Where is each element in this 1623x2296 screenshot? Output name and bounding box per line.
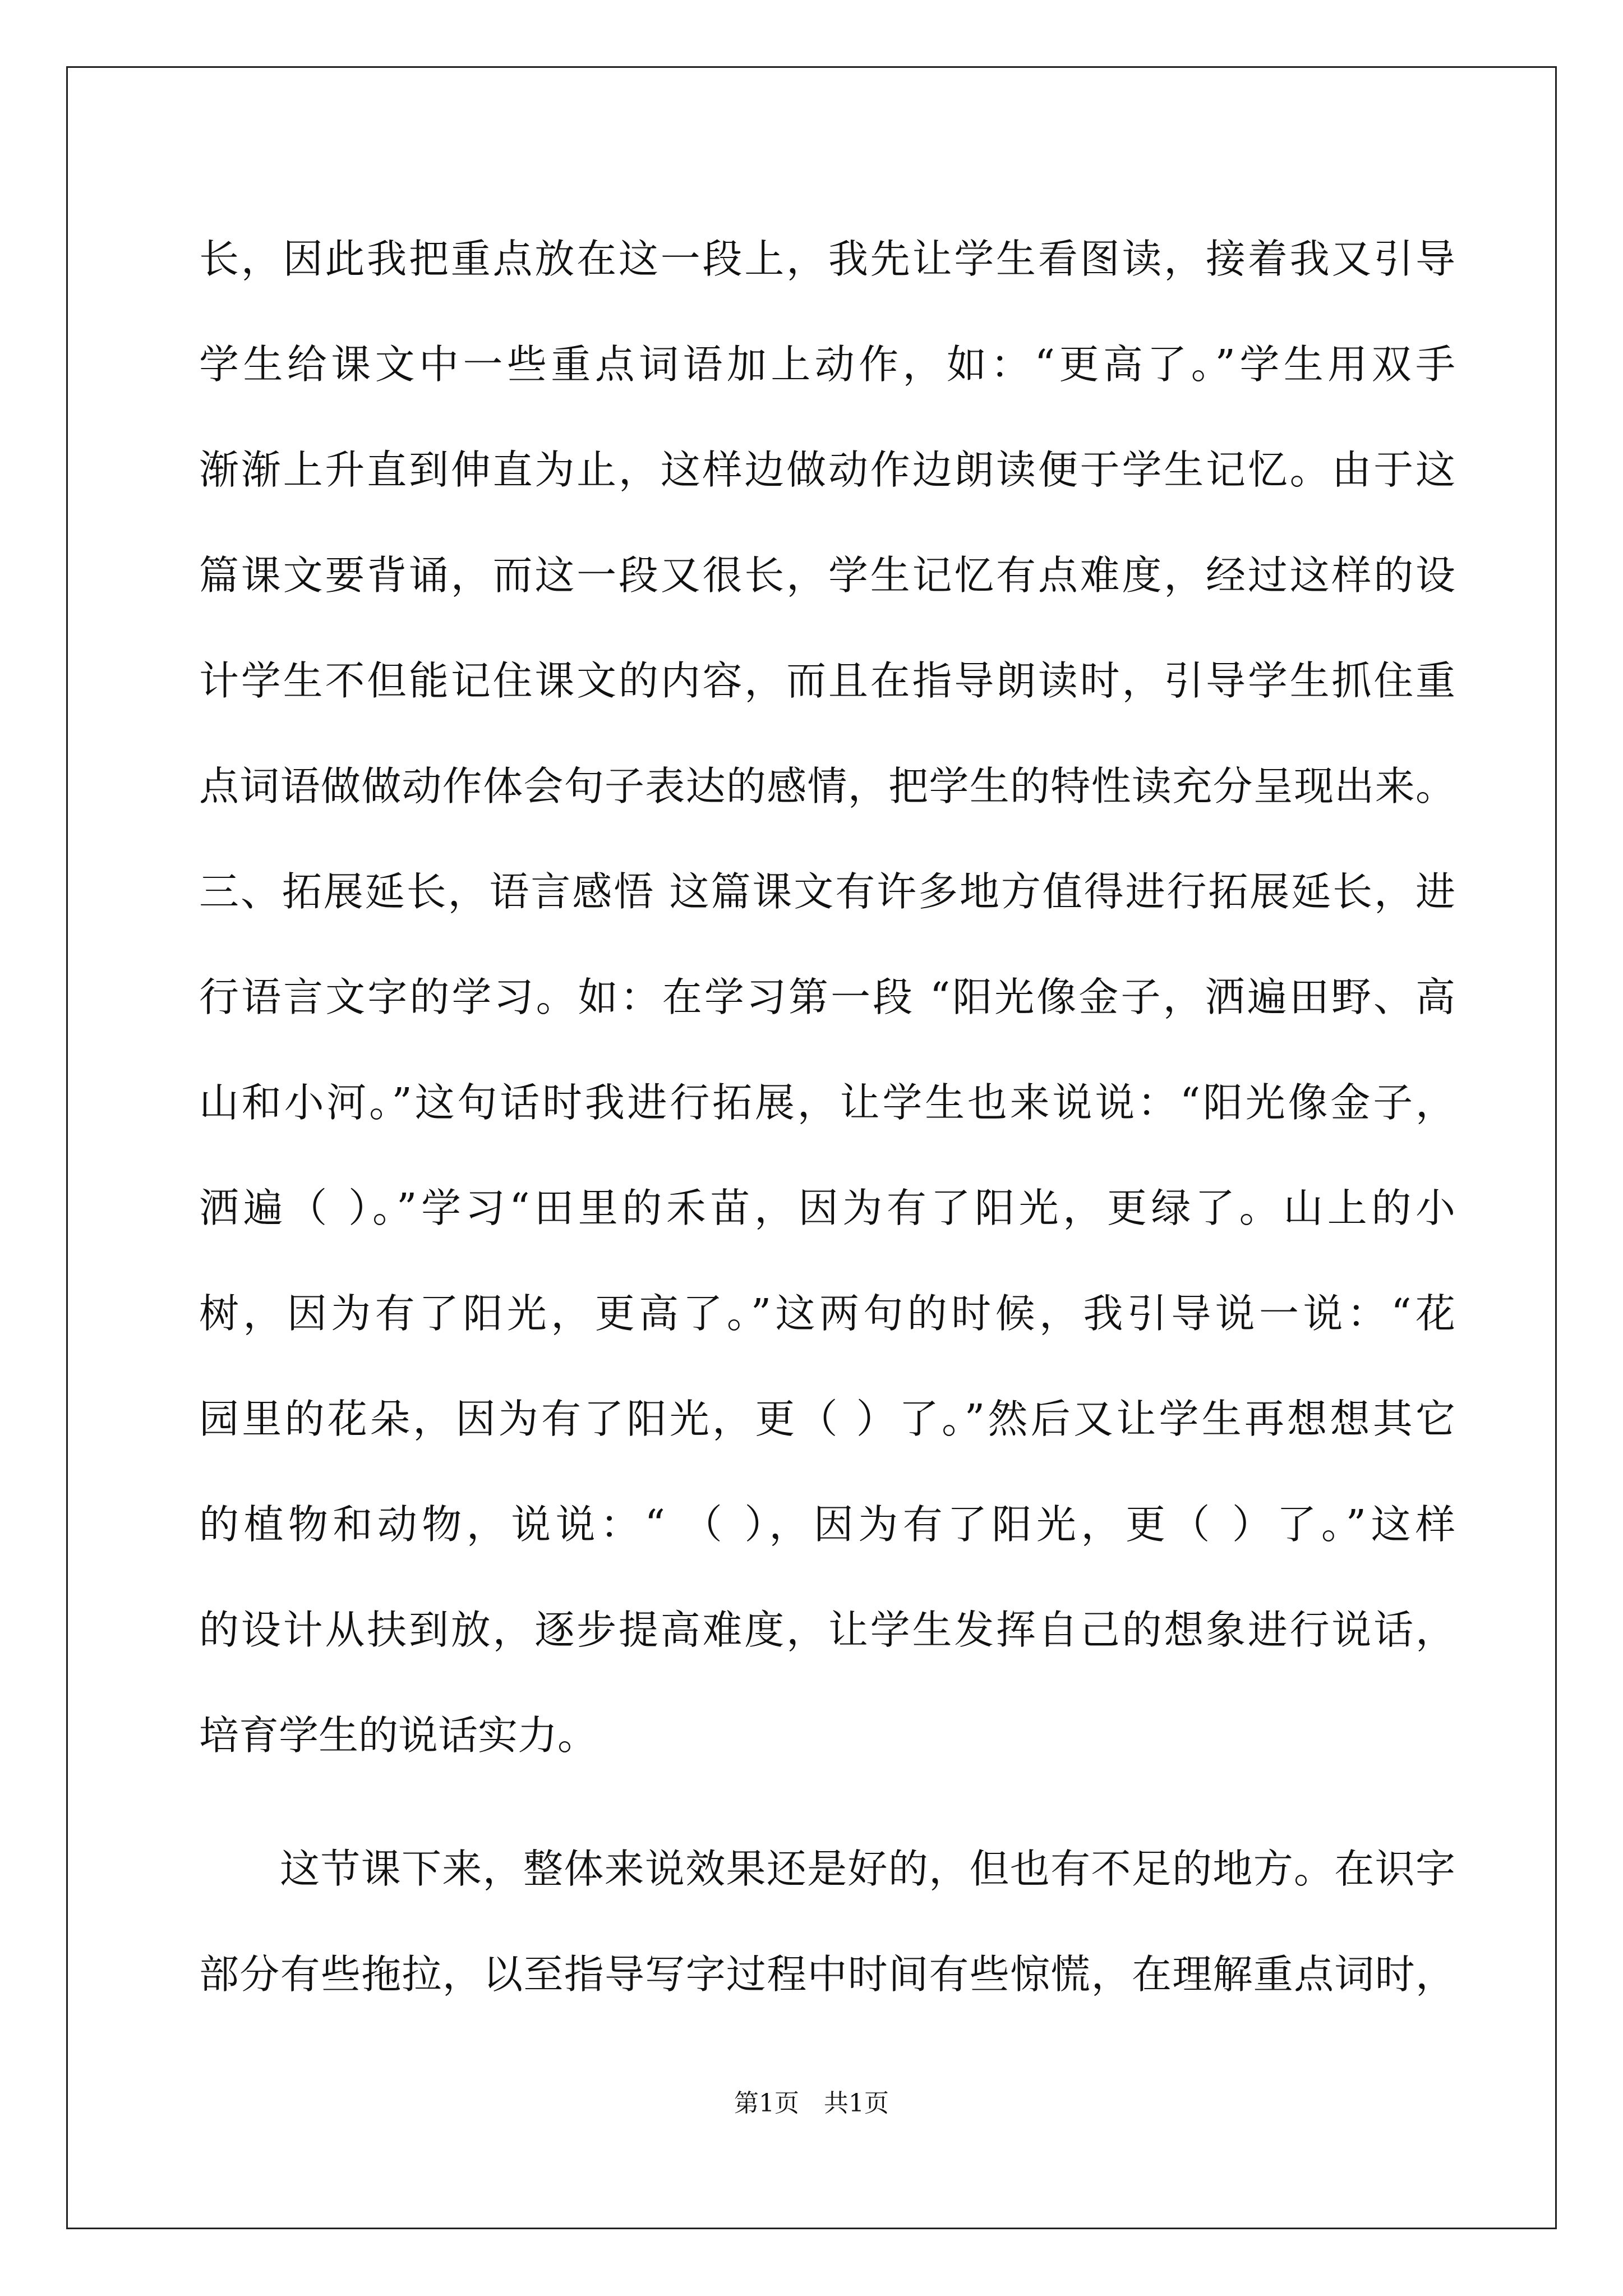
text-line: 点词语做做动作体会句子表达的感情，把学生的特性读充分呈现出来。 — [199, 763, 1455, 809]
text-line: 洒遍（ ）。”学习“田里的禾苗，因为有了阳光，更绿了。山上的小 — [199, 1185, 1455, 1231]
text-line: 渐渐上升直到伸直为止，这样边做动作边朗读便于学生记忆。由于这 — [199, 447, 1455, 493]
text-line: 树，因为有了阳光，更高了。”这两句的时候，我引导说一说：“花 — [199, 1290, 1455, 1337]
text-line: 山和小河。”这句话时我进行拓展，让学生也来说说：“阳光像金子， — [199, 1079, 1455, 1126]
text-line: 部分有些拖拉，以至指导写字过程中时间有些惊慌，在理解重点词时， — [199, 1951, 1455, 1998]
document-body — [199, 206, 1455, 2027]
text-line: 篇课文要背诵，而这一段又很长，学生记忆有点难度，经过这样的设 — [199, 552, 1455, 599]
paragraph-gap — [199, 1788, 1455, 1816]
text-line: 计学生不但能记住课文的内容，而且在指导朗读时，引导学生抓住重 — [199, 657, 1455, 704]
text-line: 行语言文字的学习。如：在学习第一段 “阳光像金子，洒遍田野、高 — [199, 974, 1455, 1020]
text-line: 学生给课文中一些重点词语加上动作，如：“更高了。”学生用双手 — [199, 341, 1455, 388]
text-line: 长，因此我把重点放在这一段上，我先让学生看图读，接着我又引导 — [199, 236, 1455, 282]
text-line: 三、拓展延长，语言感悟 这篇课文有许多地方值得进行拓展延长，进 — [199, 868, 1455, 915]
text-line: 园里的花朵，因为有了阳光，更（ ）了。”然后又让学生再想想其它 — [199, 1396, 1455, 1442]
page-footer: 第1页 共1页 — [734, 2089, 889, 2118]
text-line: 的植物和动物，说说：“ （ ），因为有了阳光，更（ ）了。”这样 — [199, 1501, 1455, 1548]
text-line: 的设计从扶到放，逐步提高难度，让学生发挥自己的想象进行说话， — [199, 1607, 1455, 1653]
text-line: 培育学生的说话实力。 — [199, 1712, 598, 1759]
text-line: 这节课下来，整体来说效果还是好的，但也有不足的地方。在识字 — [280, 1846, 1455, 1892]
